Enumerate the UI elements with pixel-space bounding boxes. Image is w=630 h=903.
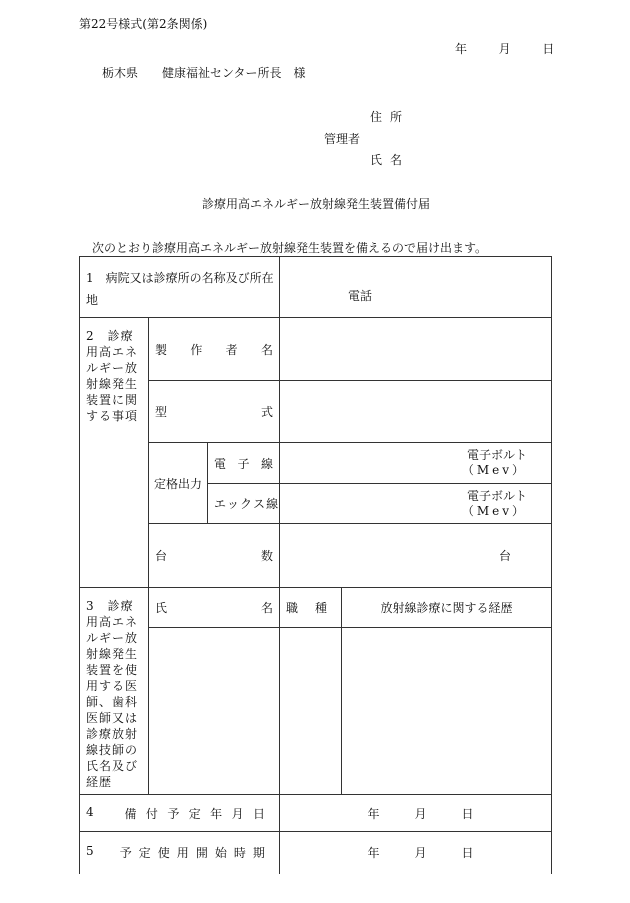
model-label: 型 式 (155, 405, 274, 419)
career-value[interactable] (342, 628, 552, 795)
section3-body-row (80, 628, 552, 795)
electron-label-cell (208, 443, 280, 484)
section4-month: 月 (414, 806, 427, 821)
section2-model-row (80, 381, 552, 443)
section4-row (80, 795, 552, 832)
section5-year: 年 (367, 846, 380, 861)
count-unit: 台 (499, 549, 512, 563)
job-header: 職 種 (286, 601, 328, 615)
intro-text: 次のとおり診療用高エネルギー放射線発生装置を備えるので届け出ます。 (92, 241, 488, 255)
form-number: 第22号様式(第2条関係) (79, 17, 208, 31)
manufacturer-label-cell (149, 318, 280, 381)
section5-row (80, 832, 552, 874)
section2-count-row (80, 524, 552, 588)
section2-manufacturer-row (80, 318, 552, 381)
xray-label: エ ッ ク ス 線 (214, 497, 280, 511)
job-header-cell (280, 588, 342, 628)
manufacturer-label: 製 作 者 名 (155, 342, 273, 357)
section5-title-cell (80, 832, 280, 874)
manufacturer-value[interactable] (280, 318, 552, 381)
section4-title: 4 備 付 予 定 年 月 日 (86, 804, 266, 821)
section5-title: 5 予 定 使 用 開 始 時 期 (86, 844, 265, 861)
section1-title: 1 病院又は診療所の名称及び所在地 (80, 257, 280, 318)
model-label-cell (149, 381, 280, 443)
name-label: 氏名 (370, 153, 411, 167)
count-value[interactable] (280, 524, 552, 588)
section5-day: 日 (461, 846, 474, 861)
section4-value[interactable] (280, 795, 552, 832)
model-value[interactable] (280, 381, 552, 443)
personnel-name-value[interactable] (149, 628, 280, 795)
section2-electron-row (80, 443, 552, 484)
xray-unit-line1: 電子ボルト (467, 488, 528, 503)
section4-day: 日 (461, 806, 474, 821)
career-header: 放射線診療に関する経歴 (342, 588, 552, 628)
header-date-year: 年 (455, 42, 468, 56)
section1-row (80, 257, 552, 318)
section3-header-row (80, 588, 552, 628)
xray-unit-line2: （Mev） (461, 503, 528, 518)
address-label: 住所 (370, 110, 411, 124)
electron-unit-line2: （Mev） (461, 463, 528, 477)
section5-month: 月 (414, 846, 427, 861)
section4-title-cell (80, 795, 280, 832)
section3-title: 3 診療用高エネルギー放射線発生装置を使用する医師、歯科医師又は診療放射線技師の氏名及び経歴 (80, 588, 149, 795)
count-label-cell (149, 524, 280, 588)
electron-value[interactable] (280, 443, 552, 484)
count-label: 台 数 (155, 549, 274, 563)
job-value[interactable] (280, 628, 342, 795)
xray-value[interactable] (280, 484, 552, 524)
electron-label: 電 子 線 (214, 456, 274, 471)
header-date-month: 月 (498, 42, 511, 56)
electron-unit-line1: 電子ボルト (467, 448, 528, 462)
xray-label-cell (208, 484, 280, 524)
personnel-name-header-cell (149, 588, 280, 628)
manager-label: 管理者 (324, 132, 361, 146)
personnel-name-header: 氏 名 (155, 601, 274, 615)
section5-value[interactable] (280, 832, 552, 874)
document-title: 診療用高エネルギー放射線発生装置備付届 (202, 197, 431, 211)
rated-output-label: 定格出力 (149, 443, 208, 524)
header-date-day: 日 (542, 42, 555, 56)
section1-value[interactable] (280, 257, 552, 318)
header-date (455, 42, 554, 56)
application-table (79, 256, 552, 874)
phone-label: 電話 (348, 289, 373, 303)
recipient: 栃木県 健康福祉センター所長 様 (102, 66, 306, 80)
section4-year: 年 (367, 806, 380, 821)
section2-title: 2 診療用高エネルギー放射線発生装置に関する事項 (80, 318, 149, 588)
